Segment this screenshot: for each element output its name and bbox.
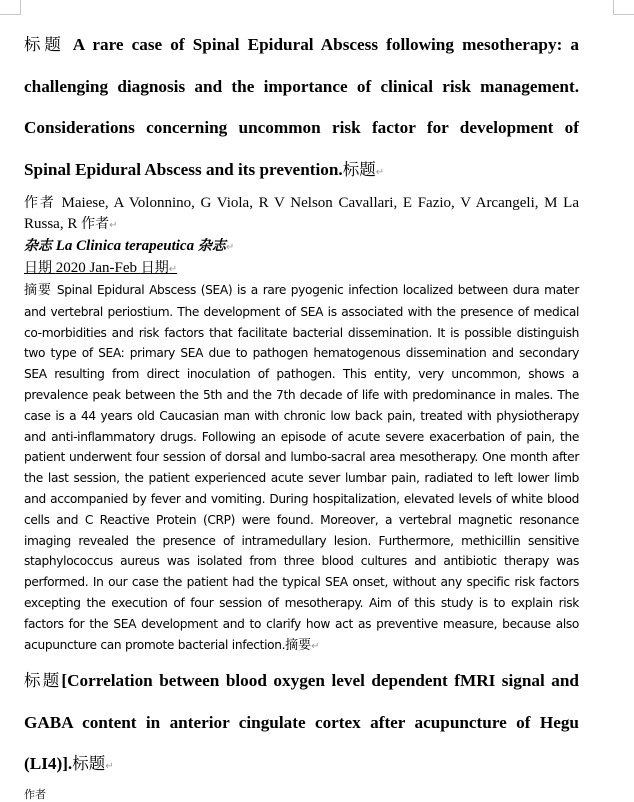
document-page: [24, 24, 579, 802]
record-authors-2-partial: 作者: [24, 787, 46, 801]
page-corner-mark-left: [0, 0, 21, 15]
record-journal[interactable]: [24, 236, 579, 258]
paragraph-mark-icon: ↵: [105, 761, 114, 773]
page-corner-mark-right: [613, 0, 634, 15]
authors-label: 作者: [24, 195, 56, 211]
authors-label-end: 作者: [81, 216, 110, 232]
record-date[interactable]: [24, 258, 579, 280]
date-text: 2020 Jan-Feb: [55, 260, 137, 276]
paragraph-mark-icon: ↵: [168, 264, 178, 275]
paragraph-mark-icon: ↵: [109, 220, 118, 231]
paragraph-mark-icon: ↵: [225, 242, 235, 253]
abstract-label: 摘要: [24, 283, 53, 298]
journal-label: 杂志: [24, 238, 52, 254]
title-label-end: 标题: [342, 159, 376, 179]
title-label-end: 标题: [72, 754, 106, 774]
title-text-2: [Correlation between blood oxygen level dependent fMRI signal and GABA content in anterior cingulate cortex after acupuncture of Hegu (LI4)].: [24, 671, 579, 774]
journal-label-end: 杂志: [197, 238, 226, 254]
title-text: A rare case of Spinal Epidural Abscess following mesotherapy: a challenging diagnosis and the importance of clinical risk management. Considerations concerning uncommon risk factor for development of Spinal Epidural Abscess and its prevention.: [24, 35, 580, 179]
date-label: 日期: [24, 260, 52, 276]
authors-text: Maiese, A Volonnino, G Viola, R V Nelson Cavallari, E Fazio, V Arcangeli, M La Russa, R: [24, 195, 580, 232]
title-label: 标题: [24, 671, 62, 691]
title-label: 标题: [24, 35, 65, 54]
paragraph-mark-icon: ↵: [375, 166, 385, 178]
paragraph-mark-icon: ↵: [311, 640, 320, 652]
record-abstract[interactable]: [24, 280, 579, 657]
record-authors[interactable]: [24, 193, 579, 236]
journal-text: La Clinica terapeutica: [55, 238, 195, 254]
record-title[interactable]: [24, 24, 579, 193]
date-label-end: 日期: [140, 260, 169, 276]
abstract-text: Spinal Epidural Abscess (SEA) is a rare pyogenic infection localized between dura mater and vertebral periostium. The development of SEA is associated with the presence of medical co-morbidities and risk factors that facilitate bacterial dissemination. It is possible distinguish two type of SEA: primary SEA due to pathogen hematogenous dissemination and secondary SEA resulting from direct inoculation of pathogen. This entity, very uncommon, shows a prevalence peak between the 5th and the 7th decade of life with predominance in males. The case is a 44 years old Caucasian man with chronic low back pain, treated with physiotherapy and anti-inflammatory drugs. Following an episode of acute severe exacerbation of pain, the patient underwent four session of dorsal and lumbo-sacral area mesotherapy. One month after the last session, the patient experienced acute sever lumbar pain, radiated to left lower limb and accompanied by fever and vomiting. During hospitalization, elevated levels of white blood cells and C Reactive Protein (CRP) were found. Moreover, a vertebral magnetic resonance imaging revealed the presence of intramedullary lesion. Furthermore, methicillin sensitive staphylococcus aureus was isolated from three blood cultures and antibiotic therapy was performed. In our case the patient had the typical SEA onset, without any specific risk factors excepting the execution of four session of mesotherapy. Aim of this study is to explain risk factors for the SEA development and to clarify how act as preventive measure, because also acupuncture can promote bacterial infection.: [24, 283, 579, 652]
record-title-2[interactable]: [24, 660, 579, 788]
abstract-label-end: 摘要: [285, 637, 312, 653]
